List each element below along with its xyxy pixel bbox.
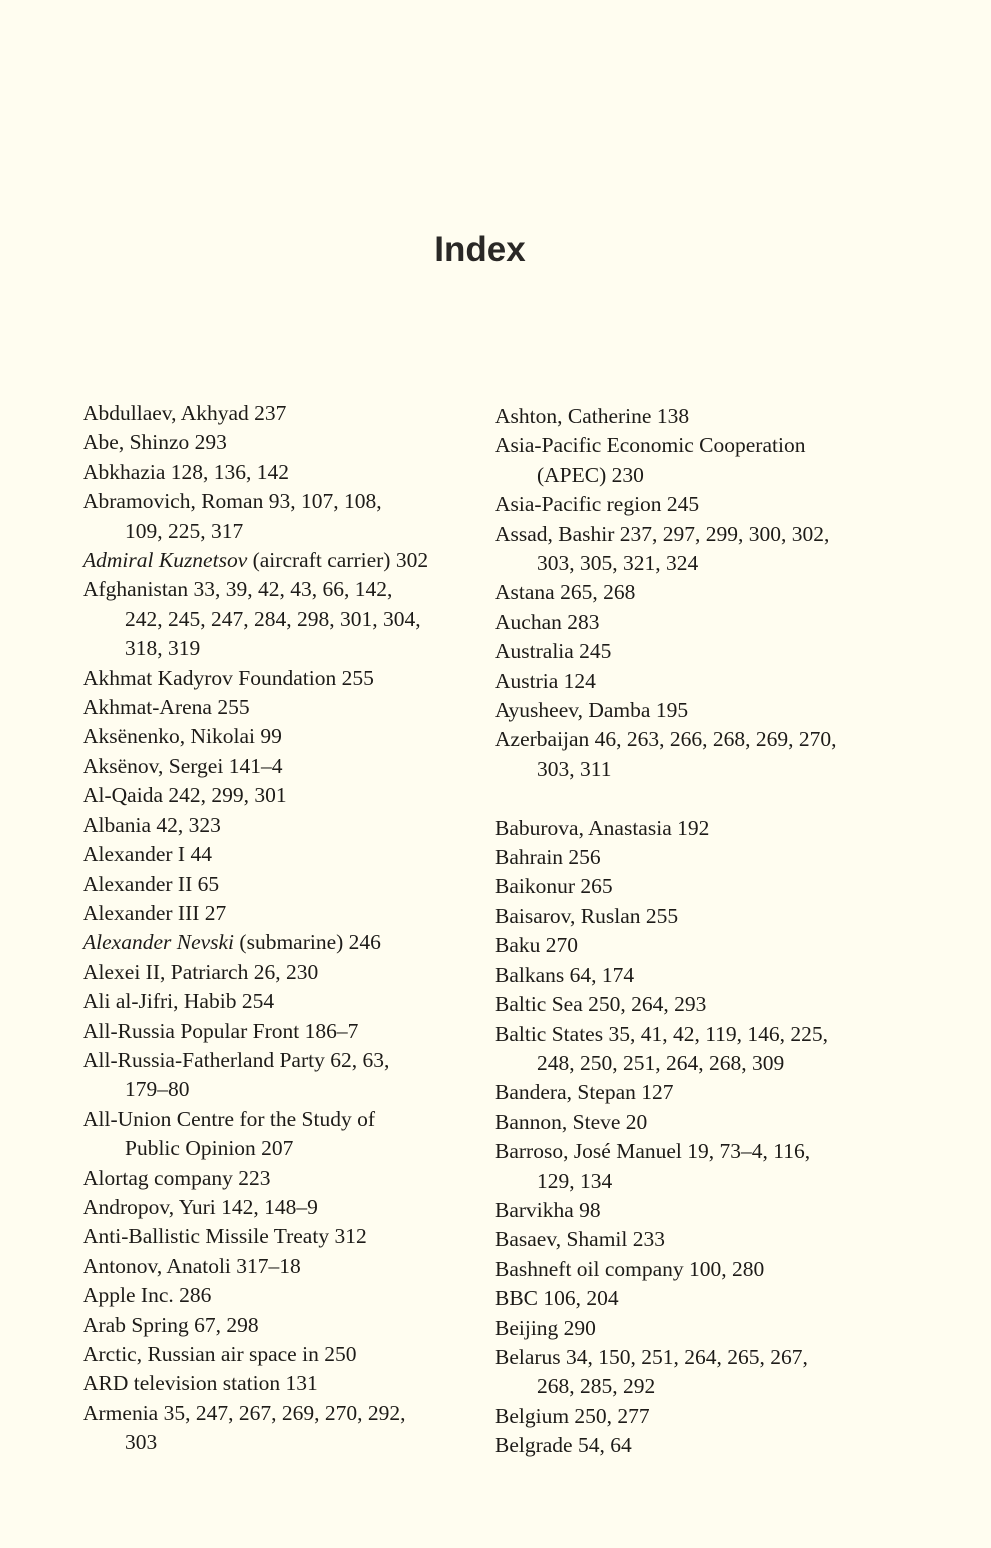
index-entry-line [83, 487, 428, 516]
index-entry-text: Auchan 283 [495, 609, 600, 634]
index-entry-line [495, 1225, 837, 1254]
index-entry-text: 248, 250, 251, 264, 268, 309 [537, 1050, 785, 1075]
index-entry [495, 1020, 837, 1079]
index-entry-text: Armenia 35, 247, 267, 269, 270, 292, [83, 1400, 406, 1425]
index-entry-text: 303, 311 [537, 756, 612, 781]
index-entry-line [83, 399, 428, 428]
index-entry [495, 902, 837, 931]
index-entry-text: Baltic States 35, 41, 42, 119, 146, 225, [495, 1021, 829, 1046]
index-entry-line [495, 608, 837, 637]
index-entry-continuation [83, 1134, 428, 1163]
index-entry-line [495, 1402, 837, 1431]
index-entry-continuation [495, 1167, 837, 1196]
index-entry-line [495, 1255, 837, 1284]
index-entry [83, 1164, 428, 1193]
index-entry-line [83, 1281, 428, 1310]
index-entry-text: Aksënenko, Nikolai 99 [83, 724, 282, 749]
index-entry [83, 664, 428, 693]
index-entry-text: Ashton, Catherine 138 [495, 404, 690, 428]
index-entry-text: Akhmat-Arena 255 [83, 695, 250, 720]
index-entry-text: Aksënov, Sergei 141–4 [83, 753, 283, 778]
index-entry-text: Afghanistan 33, 39, 42, 43, 66, 142, [83, 577, 393, 602]
index-entry-line [83, 1252, 428, 1281]
index-entry-text: All-Union Centre for the Study of [83, 1106, 375, 1131]
index-entry-text: Alexander III 27 [83, 900, 227, 925]
index-entry [495, 637, 837, 666]
index-entry [83, 575, 428, 663]
index-entry-text: Public Opinion 207 [125, 1136, 294, 1161]
index-entry-line [495, 1108, 837, 1137]
index-entry-line [83, 752, 428, 781]
index-entry-line [83, 1193, 428, 1222]
index-entry [495, 608, 837, 637]
index-entry-line [495, 1020, 837, 1049]
index-entry-line [83, 428, 428, 457]
index-entry-line [495, 961, 837, 990]
index-entry-text: Belgrade 54, 64 [495, 1433, 632, 1458]
index-entry-line [495, 520, 837, 549]
index-entry [495, 1284, 837, 1313]
index-column-left [83, 399, 428, 1458]
index-entry [495, 1078, 837, 1107]
index-entry [83, 752, 428, 781]
index-entry [83, 1311, 428, 1340]
index-entry-line [495, 1284, 837, 1313]
index-entry-continuation [495, 549, 837, 578]
index-entry [83, 693, 428, 722]
index-entry-text: ARD television station 131 [83, 1371, 318, 1396]
index-entry-text: 268, 285, 292 [537, 1374, 656, 1399]
index-entry-text: Ayusheev, Damba 195 [495, 698, 689, 723]
index-entry-line [83, 1017, 428, 1046]
index-entry-text: Akhmat Kadyrov Foundation 255 [83, 665, 374, 690]
index-entry-line [83, 458, 428, 487]
index-entry-line [495, 843, 837, 872]
index-column-right [495, 402, 837, 1461]
index-entry-line [495, 725, 837, 754]
index-entry-line [83, 693, 428, 722]
index-entry-text: Antonov, Anatoli 317–18 [83, 1253, 301, 1278]
index-entry [83, 1252, 428, 1281]
index-entry-line [83, 1340, 428, 1369]
index-entry [83, 1399, 428, 1458]
index-entry-text: Alexei II, Patriarch 26, 230 [83, 959, 319, 984]
index-entry-text: Beijing 290 [495, 1315, 596, 1340]
index-entry [83, 1193, 428, 1222]
index-entry [83, 781, 428, 810]
index-entry-line [495, 1196, 837, 1225]
index-entry [495, 990, 837, 1019]
index-entry-text: BBC 106, 204 [495, 1286, 619, 1311]
index-entry-text: 109, 225, 317 [125, 518, 244, 543]
index-entry-line [83, 987, 428, 1016]
index-entry [495, 490, 837, 519]
index-entry [495, 872, 837, 901]
index-entry-continuation [83, 1075, 428, 1104]
index-entry-line [83, 840, 428, 869]
index-entry-text: Assad, Bashir 237, 297, 299, 300, 302, [495, 521, 830, 546]
index-entry-line [83, 1046, 428, 1075]
index-entry-line [495, 872, 837, 901]
index-entry-line [83, 870, 428, 899]
index-entry-line [83, 575, 428, 604]
index-entry-text: (aircraft carrier) 302 [247, 548, 429, 573]
index-entry-line [83, 1369, 428, 1398]
index-entry-text: Alortag company 223 [83, 1165, 271, 1190]
index-entry-line [495, 1343, 837, 1372]
index-entry [83, 1017, 428, 1046]
index-entry-italic-title: Alexander Nevski [83, 930, 235, 955]
index-entry-continuation [495, 1049, 837, 1078]
index-entry-text: 179–80 [125, 1077, 190, 1102]
index-entry-text: Abramovich, Roman 93, 107, 108, [83, 489, 382, 514]
index-entry-text: (APEC) 230 [537, 462, 644, 487]
index-entry [83, 1105, 428, 1164]
index-entry-text: Azerbaijan 46, 263, 266, 268, 269, 270, [495, 727, 837, 752]
index-entry [83, 1369, 428, 1398]
index-entry [83, 399, 428, 428]
index-entry-text: Belgium 250, 277 [495, 1403, 650, 1428]
index-entry-line [83, 958, 428, 987]
index-entry-line [495, 990, 837, 1019]
index-entry-text: Al-Qaida 242, 299, 301 [83, 783, 287, 808]
index-entry-text: Asia-Pacific region 245 [495, 492, 700, 517]
index-entry [495, 961, 837, 990]
index-entry-line [83, 811, 428, 840]
index-entry [83, 458, 428, 487]
index-entry-text: Barroso, José Manuel 19, 73–4, 116, [495, 1139, 811, 1164]
index-entry-text: Bandera, Stepan 127 [495, 1080, 674, 1105]
index-entry [83, 428, 428, 457]
index-entry-text: Abkhazia 128, 136, 142 [83, 459, 290, 484]
index-entry-text: Alexander II 65 [83, 871, 220, 896]
index-entry-text: Bashneft oil company 100, 280 [495, 1256, 765, 1281]
index-entry [495, 1314, 837, 1343]
index-entry [495, 1137, 837, 1196]
index-entry [83, 487, 428, 546]
index-entry-line [83, 928, 428, 957]
index-entry [83, 1281, 428, 1310]
index-entry-text: Austria 124 [495, 668, 596, 693]
index-entry [495, 431, 837, 490]
index-entry-text: Belarus 34, 150, 251, 264, 265, 267, [495, 1344, 808, 1369]
index-entry [495, 1255, 837, 1284]
index-entry-text: Ali al-Jifri, Habib 254 [83, 989, 275, 1014]
index-entry-line [495, 814, 837, 843]
index-entry-text: 303, 305, 321, 324 [537, 551, 699, 576]
index-entry-text: Abe, Shinzo 293 [83, 430, 227, 455]
index-entry [495, 667, 837, 696]
index-entry-line [495, 490, 837, 519]
index-entry [83, 1340, 428, 1369]
index-entry-text: 242, 245, 247, 284, 298, 301, 304, [125, 606, 421, 631]
index-entry-text: 303 [125, 1430, 158, 1455]
index-entry-text: Australia 245 [495, 639, 612, 664]
index-entry-continuation [83, 634, 428, 663]
index-entry-line [83, 1105, 428, 1134]
index-entry-line [495, 931, 837, 960]
index-entry-text: Anti-Ballistic Missile Treaty 312 [83, 1224, 367, 1249]
index-entry [495, 696, 837, 725]
index-entry [495, 1402, 837, 1431]
index-entry [495, 1225, 837, 1254]
index-entry [495, 843, 837, 872]
index-entry-continuation [495, 1372, 837, 1401]
index-entry-text: Basaev, Shamil 233 [495, 1227, 665, 1252]
index-entry-line [495, 667, 837, 696]
index-entry-text: Bannon, Steve 20 [495, 1109, 648, 1134]
index-entry-text: 129, 134 [537, 1168, 613, 1193]
index-entry-text: Astana 265, 268 [495, 580, 636, 605]
index-entry-line [495, 1431, 837, 1460]
index-entry-continuation [495, 755, 837, 784]
index-entry [83, 928, 428, 957]
index-entry-continuation [83, 605, 428, 634]
index-entry [83, 1046, 428, 1105]
index-entry-line [83, 722, 428, 751]
index-entry [495, 931, 837, 960]
index-entry-line [495, 578, 837, 607]
index-entry [83, 870, 428, 899]
index-entry-line [83, 1222, 428, 1251]
index-entry-line [495, 637, 837, 666]
index-entry [83, 840, 428, 869]
letter-group-gap [495, 784, 837, 813]
index-entry-line [495, 902, 837, 931]
index-entry-continuation [495, 461, 837, 490]
index-entry-line [83, 1164, 428, 1193]
index-entry-line [495, 402, 837, 431]
page-title: Index [434, 230, 526, 269]
index-entry-line [83, 664, 428, 693]
index-entry-text: Barvikha 98 [495, 1197, 601, 1222]
index-entry-text: Baku 270 [495, 933, 579, 958]
index-entry-text: 318, 319 [125, 636, 201, 661]
index-entry [495, 1431, 837, 1460]
index-entry [83, 899, 428, 928]
index-entry-text: Bahrain 256 [495, 845, 601, 870]
index-entry-text: Baisarov, Ruslan 255 [495, 903, 679, 928]
index-entry-line [83, 1311, 428, 1340]
index-entry [495, 1343, 837, 1402]
index-entry-text: Alexander I 44 [83, 842, 212, 867]
index-entry-text: Baltic Sea 250, 264, 293 [495, 992, 707, 1017]
index-entry-text: All-Russia Popular Front 186–7 [83, 1018, 359, 1043]
index-entry-text: Asia-Pacific Economic Cooperation [495, 433, 806, 458]
index-entry-text: (submarine) 246 [234, 930, 381, 955]
index-entry [83, 811, 428, 840]
index-entry-line [495, 1137, 837, 1166]
index-entry [495, 1108, 837, 1137]
index-entry-continuation [83, 517, 428, 546]
index-entry [495, 520, 837, 579]
index-entry [495, 725, 837, 784]
index-entry-text: All-Russia-Fatherland Party 62, 63, [83, 1047, 390, 1072]
index-entry-text: Abdullaev, Akhyad 237 [83, 401, 287, 425]
index-entry [83, 958, 428, 987]
index-entry-text: Baburova, Anastasia 192 [495, 815, 710, 840]
index-entry-line [83, 546, 428, 575]
index-entry-text: Albania 42, 323 [83, 812, 221, 837]
index-entry [83, 546, 428, 575]
index-entry-line [495, 431, 837, 460]
index-entry-text: Andropov, Yuri 142, 148–9 [83, 1194, 318, 1219]
index-entry-line [495, 1314, 837, 1343]
index-entry-line [83, 1399, 428, 1428]
index-entry-text: Arctic, Russian air space in 250 [83, 1342, 357, 1366]
index-entry [495, 814, 837, 843]
index-entry-text: Baikonur 265 [495, 874, 613, 899]
index-entry-line [495, 1078, 837, 1107]
index-entry-line [495, 696, 837, 725]
index-entry [83, 1222, 428, 1251]
index-entry-line [83, 899, 428, 928]
index-entry-italic-title: Admiral Kuznetsov [83, 548, 248, 573]
index-entry [83, 722, 428, 751]
index-entry-line [83, 781, 428, 810]
index-entry-text: Balkans 64, 174 [495, 962, 635, 987]
index-entry-text: Apple Inc. 286 [83, 1283, 212, 1308]
index-entry [495, 578, 837, 607]
index-entry [83, 987, 428, 1016]
index-entry [495, 402, 837, 431]
index-entry-text: Arab Spring 67, 298 [83, 1312, 259, 1337]
index-entry [495, 1196, 837, 1225]
index-entry-continuation [83, 1428, 428, 1457]
